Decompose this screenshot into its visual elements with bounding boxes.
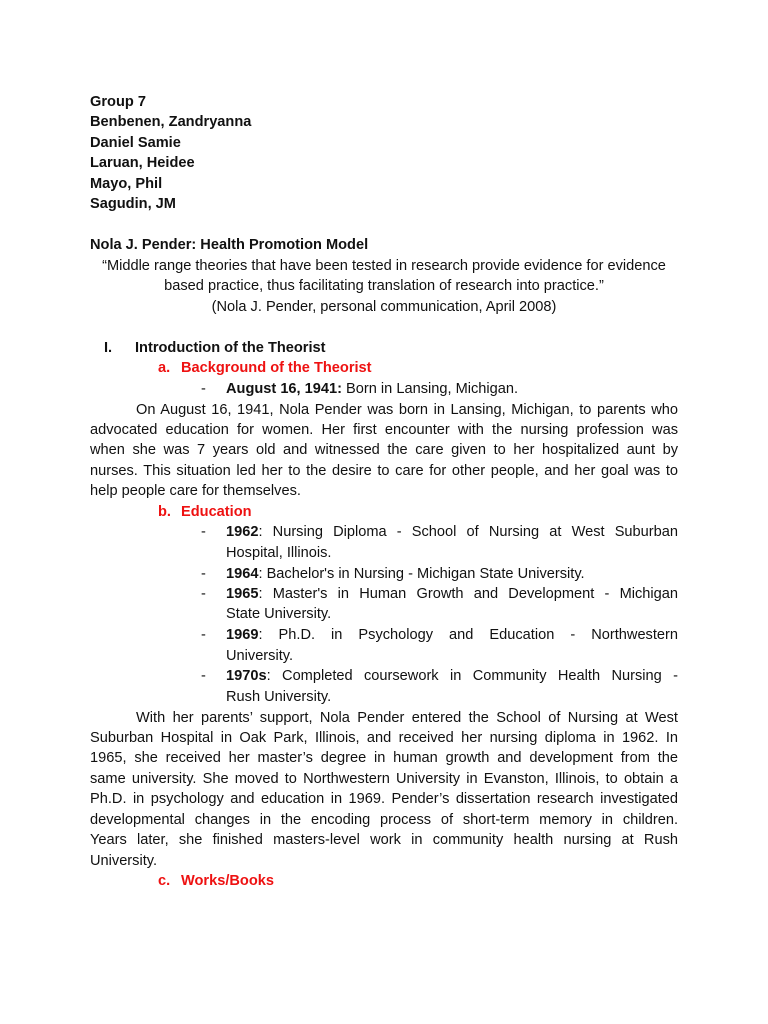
bullet-dash: - [201,586,206,602]
paragraph-line: With her parents’ support, Nola Pender entered the School of Nursing at West [136,710,678,726]
document-title: Nola J. Pender: Health Promotion Model [90,237,369,253]
education-text: State University. [226,606,332,622]
paragraph-line: when she was 7 years old and witnessed the care given to her hospitalized aunt by [90,442,678,458]
education-text: : Completed coursework in Community Health Nursing - [266,668,678,684]
section-heading: Introduction of the Theorist [135,340,326,356]
paragraph-line: 1965, she received her master’s degree in human growth and development from the [90,750,678,766]
education-year: 1969 [226,627,259,643]
quote-line: based practice, thus facilitating translation of research into practice.” [164,278,604,294]
paragraph-line: Ph.D. in psychology and education in 1969. Pender’s dissertation research investigated [90,791,678,807]
member-name: Benbenen, Zandryanna [90,114,252,130]
education-item [226,566,585,582]
education-text: University. [226,648,294,664]
bullet-dash: - [201,524,206,540]
paragraph-line: Suburban Hospital in Oak Park, Illinois, and received her nursing diploma in 1962. In [90,730,678,746]
quote-line: “Middle range theories that have been tested in research provide evidence for evidence [102,258,666,274]
birth-item [226,381,518,397]
bullet-dash: - [201,668,206,684]
section-numeral: I. [104,340,113,356]
paragraph-line: help people care for themselves. [90,483,301,499]
education-item [226,586,678,602]
education-item [226,524,678,540]
paragraph-line: On August 16, 1941, Nola Pender was born in Lansing, Michigan, to parents who [136,402,678,418]
subsection-marker: a. [158,360,171,376]
education-text: : Bachelor's in Nursing - Michigan State University. [258,566,585,582]
bullet-dash: - [201,566,206,582]
education-item [226,668,678,684]
birth-text: Born in Lansing, Michigan. [346,381,519,397]
subsection-marker: c. [158,873,171,889]
subsection-heading: Background of the Theorist [181,360,372,376]
member-name: Mayo, Phil [90,176,163,192]
quote-citation: (Nola J. Pender, personal communication, April 2008) [211,299,557,315]
education-year: 1964 [226,566,259,582]
education-text: Rush University. [226,689,332,705]
education-year: 1970s [226,668,267,684]
subsection-marker: b. [158,504,171,520]
member-name: Sagudin, JM [90,196,176,212]
group-label: Group 7 [90,94,146,110]
education-item [226,627,678,643]
paragraph-line: developmental changes in the encoding process of short-term memory in children. [90,812,678,828]
education-text: : Master's in Human Growth and Development - Michigan [258,586,678,602]
paragraph-line: advocated education for women. Her first encounter with the nursing profession was [90,422,678,438]
birth-date: August 16, 1941: [226,381,342,397]
paragraph-line: Years later, she finished masters-level work in community health nursing at Rush [90,832,678,848]
education-text: : Ph.D. in Psychology and Education - Northwestern [258,627,678,643]
paragraph-line: University. [90,853,158,869]
education-text: Hospital, Illinois. [226,545,332,561]
member-name: Daniel Samie [90,135,181,151]
education-text: : Nursing Diploma - School of Nursing at West Suburban [258,524,678,540]
subsection-heading: Education [181,504,252,520]
bullet-dash: - [201,381,206,397]
bullet-dash: - [201,627,206,643]
paragraph-line: nurses. This situation led her to the desire to care for other people, and her goal was to [90,463,678,479]
member-name: Laruan, Heidee [90,155,195,171]
education-year: 1965 [226,586,259,602]
subsection-heading: Works/Books [181,873,274,889]
paragraph-line: same university. She moved to Northwestern University in Evanston, Illinois, to obtain a [90,771,678,787]
education-year: 1962 [226,524,259,540]
